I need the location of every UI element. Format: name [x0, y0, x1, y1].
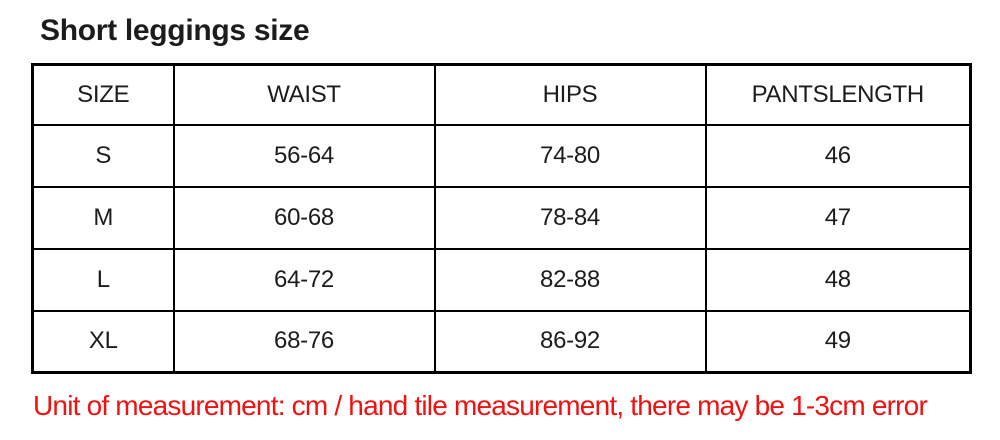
cell-waist-m: 60-68: [174, 187, 435, 249]
page-title: Short leggings size: [40, 14, 310, 47]
cell-pantslength-s: 46: [706, 125, 971, 187]
cell-size-s: S: [33, 125, 174, 187]
cell-waist-s: 56-64: [174, 125, 435, 187]
cell-waist-l: 64-72: [174, 249, 435, 311]
column-header-waist: WAIST: [174, 65, 435, 125]
cell-pantslength-l: 48: [706, 249, 971, 311]
table-row-xl: [33, 311, 971, 373]
table-row-m: [33, 187, 971, 249]
cell-size-xl: XL: [33, 311, 174, 373]
cell-hips-m: 78-84: [435, 187, 706, 249]
cell-hips-l: 82-88: [435, 249, 706, 311]
table-row-s: [33, 125, 971, 187]
cell-size-l: L: [33, 249, 174, 311]
column-header-hips: HIPS: [435, 65, 706, 125]
cell-hips-xl: 86-92: [435, 311, 706, 373]
cell-size-m: M: [33, 187, 174, 249]
size-chart-table: [31, 63, 972, 374]
header-row: [33, 65, 971, 125]
cell-waist-xl: 68-76: [174, 311, 435, 373]
column-header-pantslength: PANTSLENGTH: [706, 65, 971, 125]
cell-pantslength-xl: 49: [706, 311, 971, 373]
cell-hips-s: 74-80: [435, 125, 706, 187]
column-header-size: SIZE: [33, 65, 174, 125]
cell-pantslength-m: 47: [706, 187, 971, 249]
table-row-l: [33, 249, 971, 311]
measurement-note: Unit of measurement: cm / hand tile measurement, there may be 1-3cm error: [33, 390, 927, 421]
